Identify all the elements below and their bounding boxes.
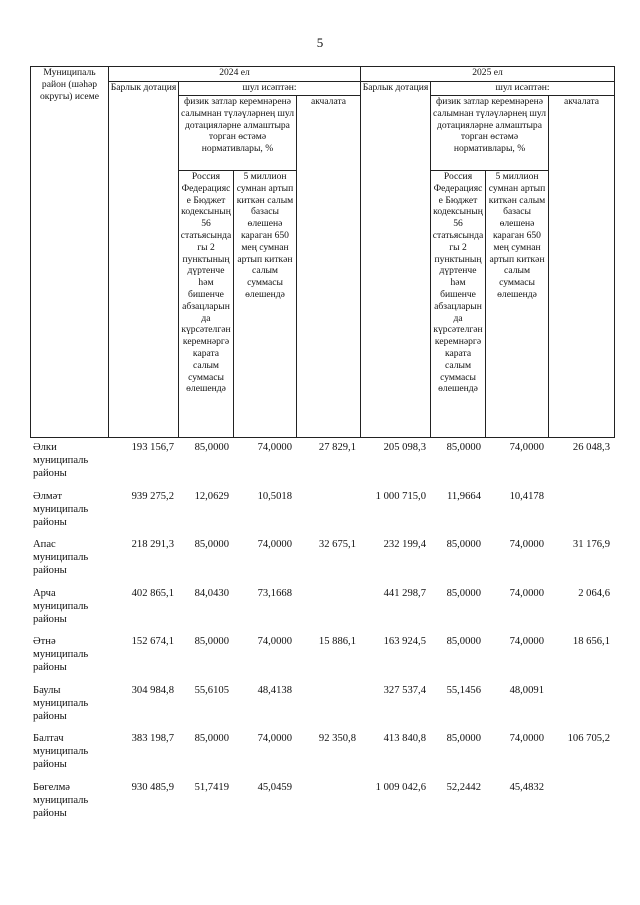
cell-value: 92 350,8 bbox=[318, 733, 356, 744]
cell-value: 383 198,7 bbox=[131, 733, 174, 744]
cell-value: 73,1668 bbox=[257, 587, 292, 599]
cell-value: 85,0000 bbox=[446, 587, 481, 599]
municipality-name: Балтач муниципаль районы bbox=[33, 733, 89, 770]
data-table bbox=[30, 441, 614, 829]
cell-value: 55,1456 bbox=[446, 684, 481, 696]
cell-value: 2 064,6 bbox=[578, 587, 610, 599]
cell-value bbox=[296, 587, 360, 636]
table-row bbox=[30, 684, 614, 733]
year-2024-header: 2024 ел bbox=[109, 67, 361, 82]
cell-value: 48,0091 bbox=[509, 684, 544, 696]
cell-value: 31 176,9 bbox=[572, 539, 610, 550]
cell-value bbox=[548, 490, 614, 539]
table-row bbox=[30, 538, 614, 587]
cell-value: 930 485,9 bbox=[131, 781, 174, 793]
cell-value: 55,6105 bbox=[194, 684, 229, 696]
cell-value: 85,0000 bbox=[446, 733, 481, 744]
cell-value: 52,2442 bbox=[446, 781, 481, 793]
cell-value: 74,0000 bbox=[257, 539, 292, 550]
cell-value: 45,0459 bbox=[257, 781, 292, 793]
municipality-name: Әтнә муниципаль районы bbox=[33, 636, 89, 673]
cell-value bbox=[296, 684, 360, 733]
cell-value: 205 098,3 bbox=[383, 442, 426, 453]
cell-value: 232 199,4 bbox=[383, 539, 426, 550]
municipality-name: Әлки муниципаль районы bbox=[33, 442, 89, 479]
cell-value: 152 674,1 bbox=[131, 636, 174, 647]
cell-value: 1 009 042,6 bbox=[375, 781, 426, 793]
norms-2025-header: физик затлар керемнәренә салымнан түләүләрнең шул дотацияләрне алмаштыра торган өстәмә нормативлары, % bbox=[431, 96, 549, 171]
municipality-name: Бөгелмә муниципаль районы bbox=[33, 781, 89, 819]
cell-value: 45,4832 bbox=[509, 781, 544, 793]
municipality-name: Баулы муниципаль районы bbox=[33, 684, 89, 722]
cell-value: 85,0000 bbox=[194, 733, 229, 744]
table-row bbox=[30, 781, 614, 830]
cell-value: 18 656,1 bbox=[572, 636, 610, 647]
norms-2024-header: физик затлар керемнәренә салымнан түләүләрнең шул дотацияләрне алмаштыра торган өстәмә нормативлары, % bbox=[179, 96, 297, 171]
including-2025-header: шул исәптән: bbox=[431, 82, 615, 96]
table-row bbox=[30, 587, 614, 636]
cell-value: 74,0000 bbox=[257, 442, 292, 453]
cell-value: 15 886,1 bbox=[318, 636, 356, 647]
cell-value: 26 048,3 bbox=[572, 442, 610, 453]
including-2024-header: шул исәптән: bbox=[179, 82, 361, 96]
cell-value: 939 275,2 bbox=[131, 490, 174, 502]
cash-2024-header: акчалата bbox=[297, 96, 361, 438]
cell-value bbox=[296, 490, 360, 539]
cell-value: 441 298,7 bbox=[383, 587, 426, 599]
col-b-2024-header: 5 миллион сумнан артып киткән салым базасы өлешенә караган 650 мең сумнан артып киткән салым суммасы өлешендә bbox=[234, 171, 297, 438]
cell-value: 327 537,4 bbox=[383, 684, 426, 696]
cell-value: 12,0629 bbox=[194, 490, 229, 502]
total-dotation-2024-header: Барлык дотация bbox=[109, 82, 179, 438]
cell-value: 84,0430 bbox=[194, 587, 229, 599]
cell-value: 193 156,7 bbox=[131, 442, 174, 453]
cell-value: 10,5018 bbox=[257, 490, 292, 502]
cash-2025-header: акчалата bbox=[549, 96, 615, 438]
municipality-name: Арча муниципаль районы bbox=[33, 587, 89, 625]
cell-value: 218 291,3 bbox=[131, 539, 174, 550]
municipality-header: Муниципаль район (шәһәр округы) исеме bbox=[31, 67, 109, 438]
cell-value: 1 000 715,0 bbox=[375, 490, 426, 502]
col-b-2025-header: 5 миллион сумнан артып киткән салым базасы өлешенә караган 650 мең сумнан артып киткән салым суммасы өлешендә bbox=[486, 171, 549, 438]
cell-value: 74,0000 bbox=[509, 587, 544, 599]
cell-value: 27 829,1 bbox=[318, 442, 356, 453]
cell-value: 74,0000 bbox=[509, 636, 544, 647]
cell-value: 85,0000 bbox=[446, 539, 481, 550]
cell-value: 85,0000 bbox=[194, 636, 229, 647]
cell-value: 85,0000 bbox=[194, 539, 229, 550]
cell-value: 304 984,8 bbox=[131, 684, 174, 696]
cell-value: 51,7419 bbox=[194, 781, 229, 793]
cell-value: 10,4178 bbox=[509, 490, 544, 502]
header-table bbox=[30, 66, 615, 438]
cell-value: 74,0000 bbox=[257, 733, 292, 744]
cell-value: 85,0000 bbox=[446, 442, 481, 453]
table-row bbox=[30, 490, 614, 539]
cell-value bbox=[296, 781, 360, 830]
cell-value: 74,0000 bbox=[257, 636, 292, 647]
table-row bbox=[30, 635, 614, 684]
cell-value: 402 865,1 bbox=[131, 587, 174, 599]
cell-value: 48,4138 bbox=[257, 684, 292, 696]
cell-value: 85,0000 bbox=[446, 636, 481, 647]
cell-value: 74,0000 bbox=[509, 733, 544, 744]
municipality-name: Әлмәт муниципаль районы bbox=[33, 490, 89, 528]
cell-value: 11,9664 bbox=[446, 490, 481, 502]
table-row bbox=[30, 441, 614, 490]
cell-value: 74,0000 bbox=[509, 539, 544, 550]
cell-value: 106 705,2 bbox=[567, 733, 610, 744]
total-dotation-2025-header: Барлык дотация bbox=[361, 82, 431, 438]
municipality-name: Апас муниципаль районы bbox=[33, 539, 89, 576]
cell-value: 32 675,1 bbox=[318, 539, 356, 550]
col-a-2024-header: Россия Федерациясе Бюджет кодексының 56 статьясындагы 2 пунктының дүртенче һәм бишенче абзацларында күрсәтелгән керемнәргә карата салым суммасы өлешендә bbox=[179, 171, 234, 438]
table-row bbox=[30, 732, 614, 781]
cell-value bbox=[548, 684, 614, 733]
cell-value: 163 924,5 bbox=[383, 636, 426, 647]
col-a-2025-header: Россия Федерациясе Бюджет кодексының 56 статьясындагы 2 пунктының дүртенче һәм бишенче абзацларында күрсәтелгән керемнәргә карата салым суммасы өлешендә bbox=[431, 171, 486, 438]
cell-value: 85,0000 bbox=[194, 442, 229, 453]
cell-value: 74,0000 bbox=[509, 442, 544, 453]
year-2025-header: 2025 ел bbox=[361, 67, 615, 82]
cell-value bbox=[548, 781, 614, 830]
page-number: 5 bbox=[316, 35, 324, 50]
cell-value: 413 840,8 bbox=[383, 733, 426, 744]
